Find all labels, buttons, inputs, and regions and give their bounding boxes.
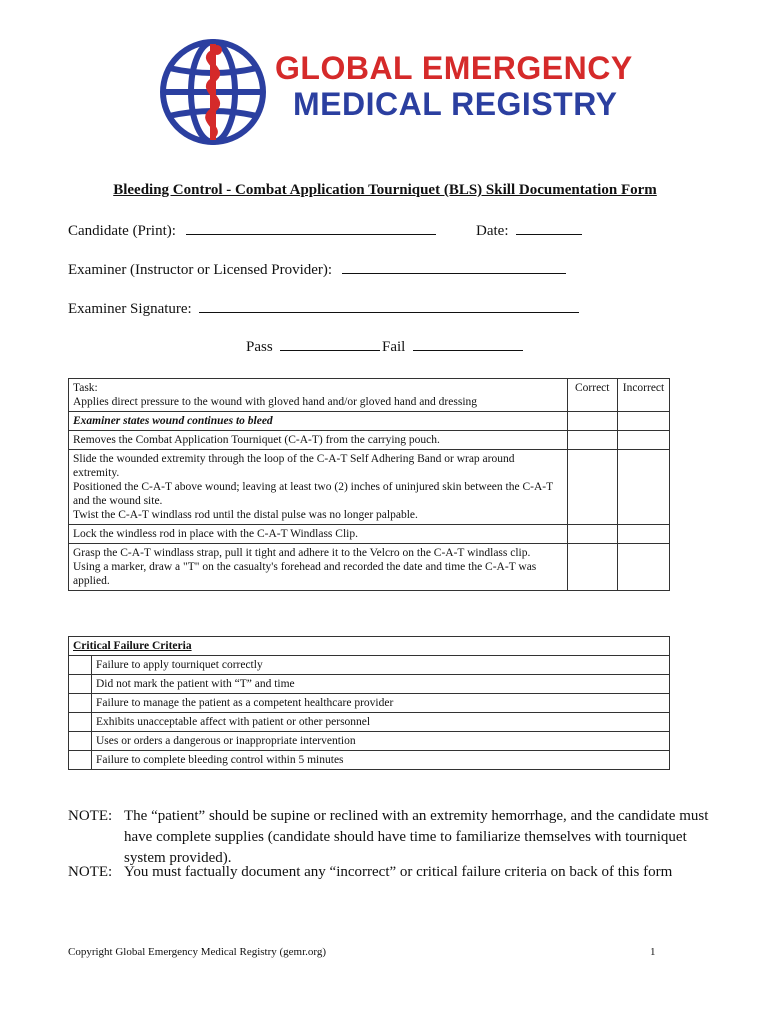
critical-checkbox[interactable]	[69, 675, 92, 694]
correct-checkbox[interactable]	[567, 450, 617, 525]
list-item	[69, 656, 670, 675]
task-cell	[69, 544, 568, 591]
incorrect-checkbox[interactable]	[617, 544, 669, 591]
list-item	[69, 732, 670, 751]
critical-checkbox[interactable]	[69, 713, 92, 732]
task-text: Applies direct pressure to the wound with gloved hand and/or gloved hand and dressing	[73, 396, 478, 408]
list-item	[69, 713, 670, 732]
examiner-field[interactable]	[68, 259, 566, 279]
note-text: The “patient” should be supine or reclined with an extremity hemorrhage, and the candidate must have complete supplies (candidate should have time to familiarize themselves with tourniquet system provided).	[124, 808, 709, 866]
list-item	[69, 751, 670, 770]
critical-checkbox[interactable]	[69, 732, 92, 751]
candidate-label: Candidate (Print):	[68, 223, 176, 239]
table-row	[69, 412, 670, 431]
examiner-line[interactable]	[342, 259, 566, 274]
logo-line-2: MEDICAL REGISTRY	[293, 86, 618, 122]
critical-item-text: Failure to manage the patient as a competent healthcare provider	[92, 694, 670, 713]
task-cell	[69, 379, 568, 412]
correct-header: Correct	[567, 379, 617, 412]
footer-copyright: Copyright Global Emergency Medical Registry (gemr.org)	[68, 946, 327, 958]
correct-checkbox[interactable]	[567, 544, 617, 591]
date-label: Date:	[476, 223, 509, 239]
critical-checkbox[interactable]	[69, 694, 92, 713]
incorrect-checkbox[interactable]	[617, 525, 669, 544]
list-item	[69, 675, 670, 694]
candidate-line[interactable]	[186, 220, 436, 235]
note-label: NOTE:	[68, 864, 113, 880]
critical-item-text: Failure to complete bleeding control within 5 minutes	[92, 751, 670, 770]
task-text: Removes the Combat Application Tourniquet (C-A-T) from the carrying pouch.	[69, 431, 568, 450]
task-text: Lock the windless rod in place with the C-A-T Windlass Clip.	[69, 525, 568, 544]
correct-checkbox[interactable]	[567, 525, 617, 544]
incorrect-header: Incorrect	[617, 379, 669, 412]
signature-line[interactable]	[199, 298, 579, 313]
critical-header: Critical Failure Criteria	[69, 637, 670, 656]
table-row	[69, 637, 670, 656]
critical-item-text: Failure to apply tourniquet correctly	[92, 656, 670, 675]
task-text: Examiner states wound continues to bleed	[69, 412, 568, 431]
form-title: Bleeding Control - Combat Application Tourniquet (BLS) Skill Documentation Form	[113, 182, 657, 198]
pass-line[interactable]	[280, 336, 380, 351]
logo-wordmark	[275, 52, 633, 120]
correct-checkbox[interactable]	[567, 431, 617, 450]
date-field[interactable]	[476, 220, 582, 240]
incorrect-checkbox[interactable]	[617, 450, 669, 525]
note-text: You must factually document any “incorrect” or critical failure criteria on back of this form	[124, 864, 673, 880]
table-row	[69, 525, 670, 544]
date-line[interactable]	[516, 220, 582, 235]
critical-item-text: Uses or orders a dangerous or inappropriate intervention	[92, 732, 670, 751]
fail-field[interactable]	[382, 336, 523, 356]
task-text: Positioned the C-A-T above wound; leaving at least two (2) inches of uninjured skin between the C-A-T and the wound site.	[73, 481, 553, 507]
logo-line-1: GLOBAL EMERGENCY	[275, 50, 633, 86]
critical-checkbox[interactable]	[69, 751, 92, 770]
table-row	[69, 544, 670, 591]
task-text: Slide the wounded extremity through the loop of the C-A-T Self Adhering Band or wrap around extremity.	[73, 453, 515, 479]
task-text: Grasp the C-A-T windlass strap, pull it tight and adhere it to the Velcro on the C-A-T windlass clip.	[73, 547, 531, 559]
fail-label: Fail	[382, 339, 406, 355]
task-text: Twist the C-A-T windlass rod until the distal pulse was no longer palpable.	[73, 509, 418, 521]
task-header: Task:	[73, 382, 98, 394]
incorrect-checkbox[interactable]	[617, 412, 669, 431]
critical-item-text: Exhibits unacceptable affect with patient or other personnel	[92, 713, 670, 732]
task-table	[68, 378, 670, 591]
incorrect-checkbox[interactable]	[617, 431, 669, 450]
page-number: 1	[650, 946, 656, 958]
task-text: Using a marker, draw a "T" on the casualty's forehead and recorded the date and time the C-A-T was applied.	[73, 561, 537, 587]
table-row	[69, 431, 670, 450]
list-item	[69, 694, 670, 713]
correct-checkbox[interactable]	[567, 412, 617, 431]
examiner-label: Examiner (Instructor or Licensed Provider):	[68, 262, 333, 278]
critical-checkbox[interactable]	[69, 656, 92, 675]
fail-line[interactable]	[413, 336, 523, 351]
pass-field[interactable]	[246, 336, 380, 356]
task-cell	[69, 450, 568, 525]
candidate-field[interactable]	[68, 220, 436, 240]
pass-label: Pass	[246, 339, 273, 355]
critical-item-text: Did not mark the patient with “T” and time	[92, 675, 670, 694]
table-row	[69, 450, 670, 525]
critical-failure-table	[68, 636, 670, 770]
signature-field[interactable]	[68, 298, 579, 318]
note-label: NOTE:	[68, 808, 113, 824]
signature-label: Examiner Signature:	[68, 301, 192, 317]
table-row	[69, 379, 670, 412]
